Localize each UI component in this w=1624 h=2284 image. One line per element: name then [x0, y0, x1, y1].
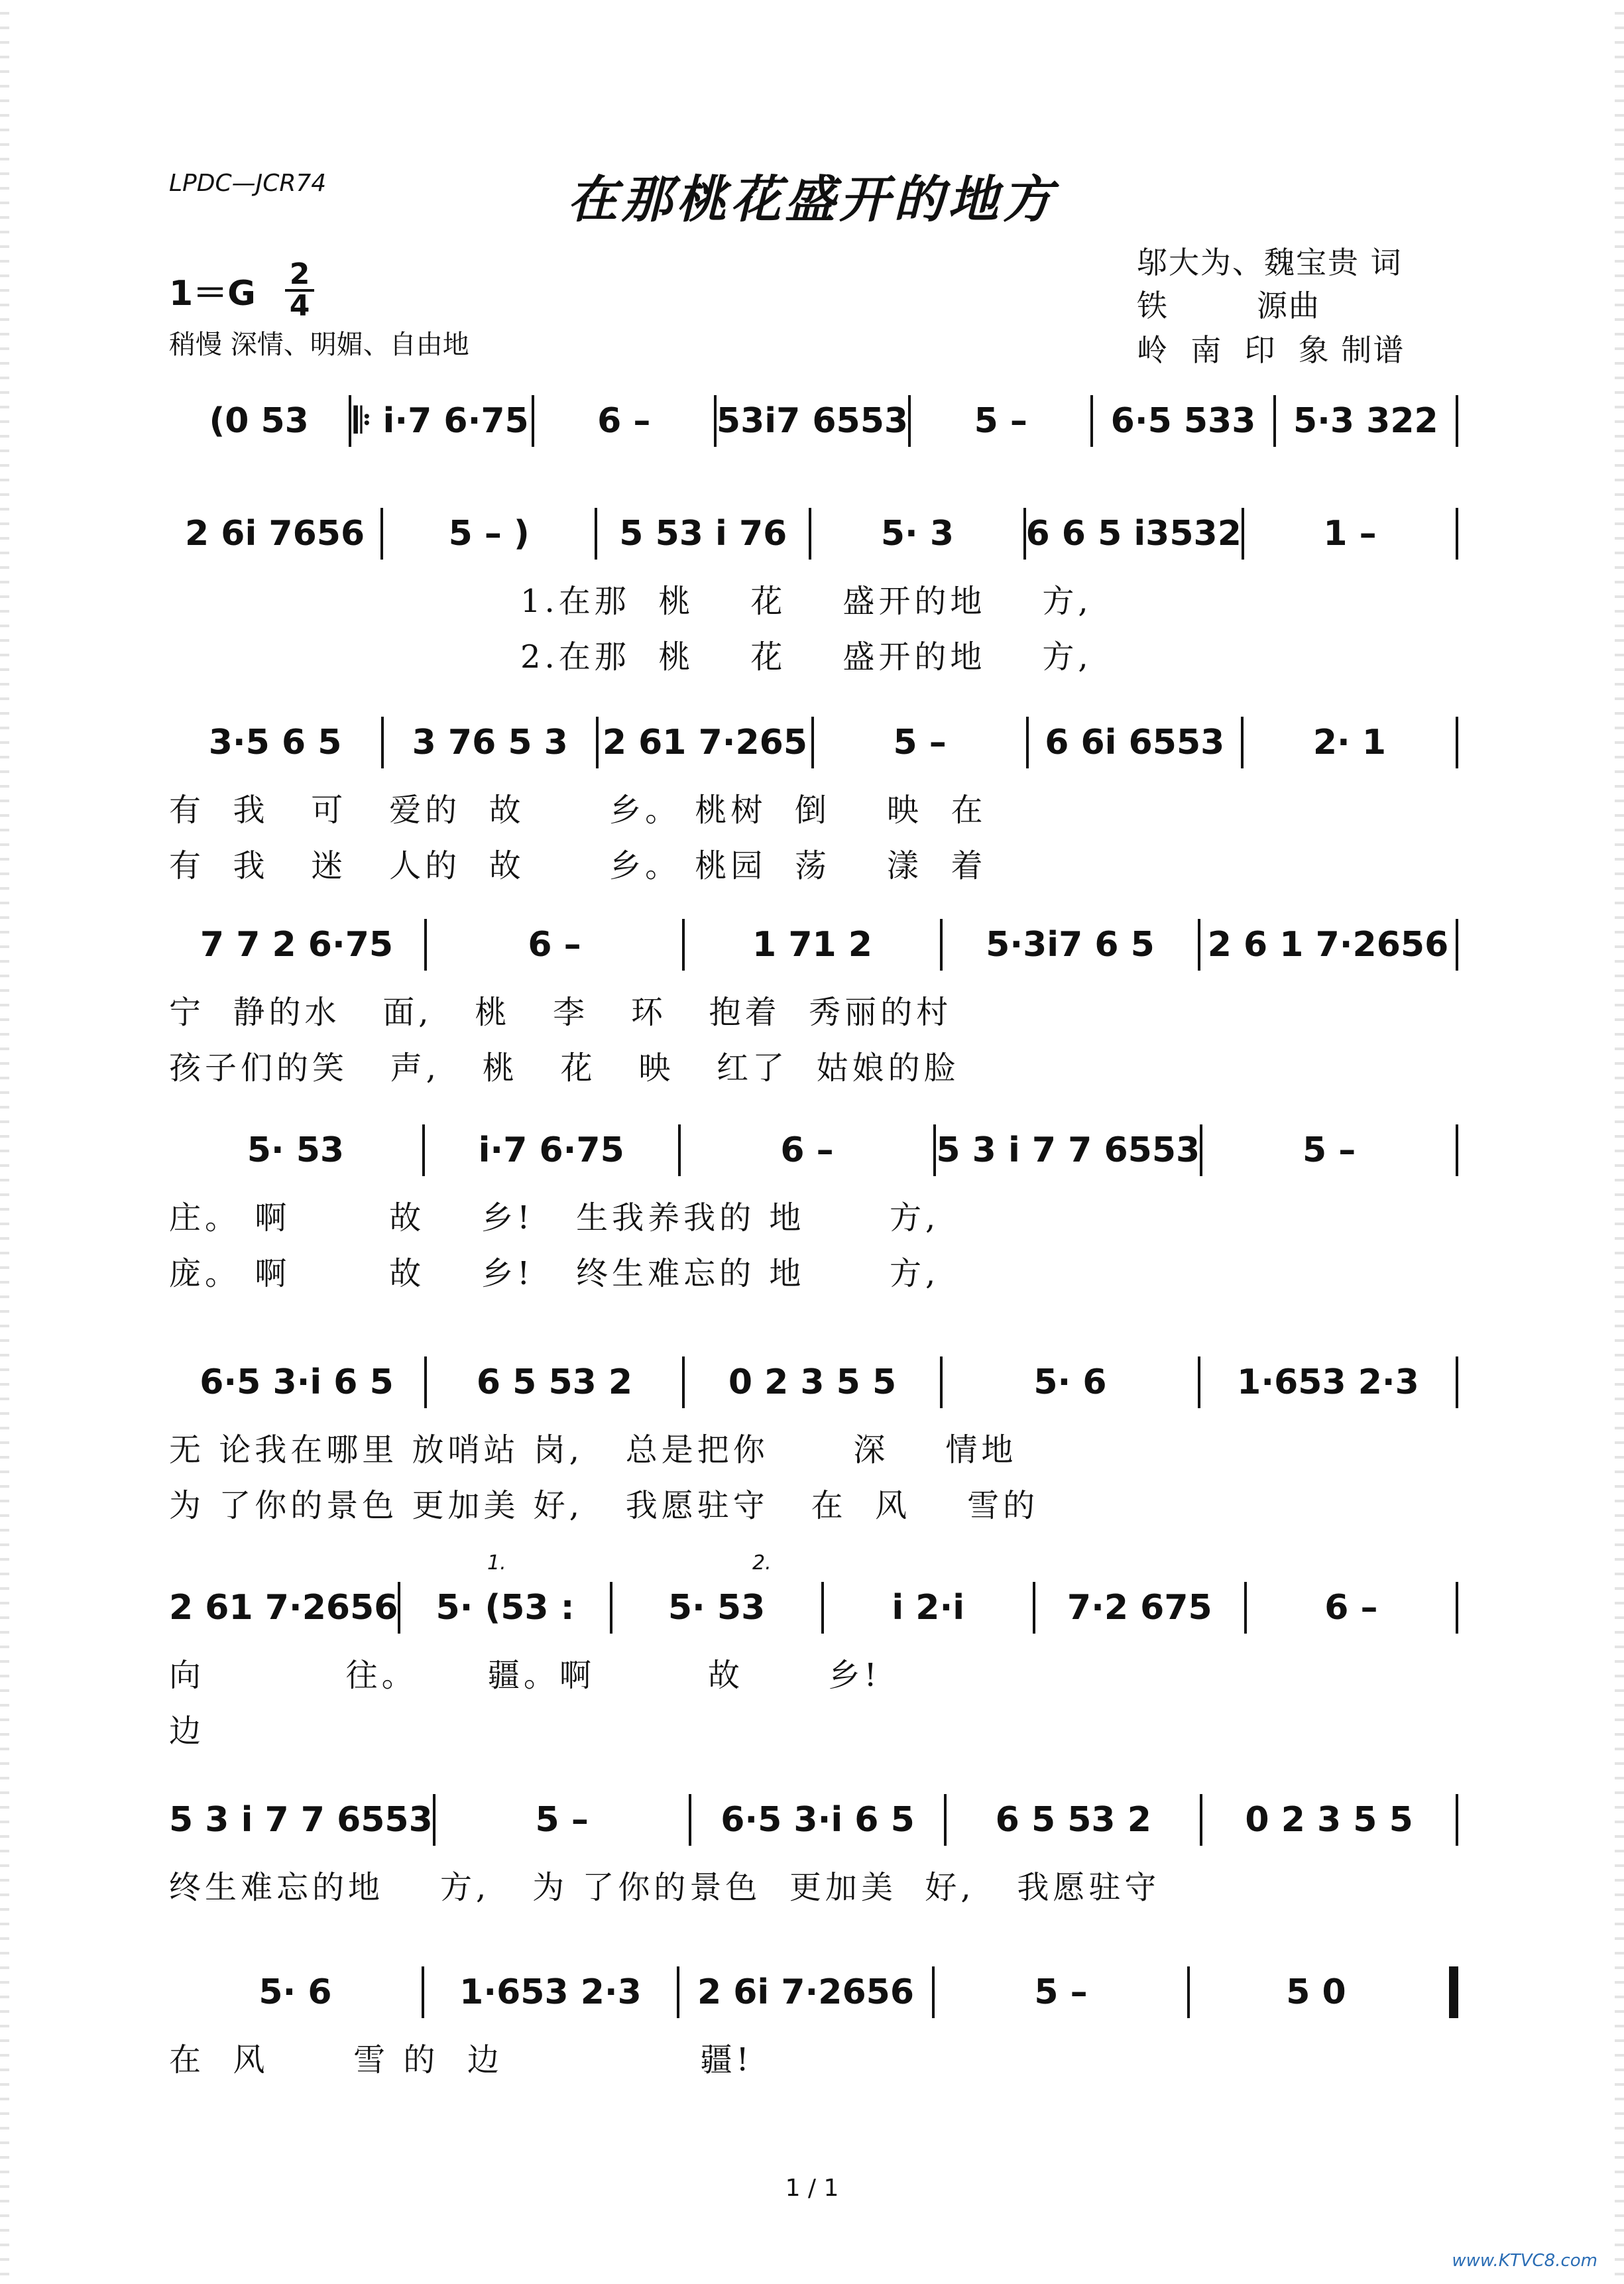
lyric-line: 2.在那 桃 花 盛开的地 方,: [520, 638, 1092, 676]
measure: [1035, 1571, 1244, 1644]
time-signature: [285, 257, 314, 323]
lyric-line: 1.在那 桃 花 盛开的地 方,: [520, 582, 1092, 620]
measure-notes: 6 –: [780, 1130, 834, 1170]
measure: [169, 1783, 433, 1856]
measure: [811, 497, 1023, 570]
measure: [911, 385, 1090, 457]
measure: [1244, 497, 1456, 570]
song-title: 在那桃花盛开的地方: [567, 170, 1057, 229]
measure: [534, 385, 714, 457]
right-margin-pattern: [1615, 0, 1624, 2284]
watermark: www.KTVC8.com: [1452, 2251, 1597, 2271]
measure-notes: 2 6i 7656: [185, 514, 365, 554]
measure: [425, 1114, 678, 1187]
lyric-line: 在 风 雪 的 边 疆!: [169, 2041, 753, 2078]
measure-notes: 5 –: [1302, 1130, 1356, 1170]
measure: [424, 1956, 677, 2029]
measure-notes: 5·3 322: [1293, 401, 1438, 441]
measure: [612, 1571, 821, 1644]
measure-notes: 1 –: [1323, 514, 1377, 554]
composer-credit: 铁 源曲: [1137, 288, 1320, 324]
notation-line: [169, 1571, 1458, 1644]
measure-notes: 6·5 3·i 6 5: [200, 1362, 394, 1402]
measure-notes: 5· 53: [247, 1130, 345, 1170]
lyric-line: 有 我 迷 人的 故 乡。 桃园 荡 漾 着: [169, 847, 987, 884]
measure-notes: 5 –: [535, 1800, 589, 1840]
measure: [691, 1783, 945, 1856]
measure: [1200, 1346, 1456, 1419]
measure: [1190, 1956, 1442, 2029]
measure-notes: 6 6i 6553: [1045, 723, 1225, 762]
measure-notes: 6 5 53 2: [476, 1362, 633, 1402]
measure: [1093, 385, 1273, 457]
measure-notes: (0 53: [209, 401, 309, 441]
measure: [943, 1346, 1198, 1419]
measure-notes: 𝄆 i·7 6·75: [354, 400, 529, 441]
measure-notes: 6 6 5 i3532: [1025, 514, 1242, 554]
time-numerator: 2: [285, 260, 314, 292]
tempo-marking: 稍慢 深情、明媚、自由地: [169, 330, 469, 360]
notation-line: [169, 497, 1458, 570]
measure: [1200, 908, 1456, 981]
measure: [169, 1956, 422, 2029]
notation-line: [169, 1956, 1458, 2029]
measure: [169, 706, 381, 779]
measure-notes: 0 2 3 5 5: [1245, 1800, 1413, 1840]
measure-notes: 1 71 2: [752, 925, 872, 965]
lyricist-credit: 邬大为、魏宝贵 词: [1137, 245, 1403, 280]
barline: [1456, 1794, 1458, 1846]
lyric-line: 宁 静的水 面, 桃 李 环 抱着 秀丽的村: [169, 993, 953, 1031]
measure-notes: 5 0: [1286, 1972, 1346, 2012]
measure: [435, 1783, 689, 1856]
measure-notes: 5 –: [1034, 1972, 1088, 2012]
measure: [427, 1346, 682, 1419]
measure-notes: 0 2 3 5 5: [728, 1362, 897, 1402]
measure: [935, 1956, 1187, 2029]
measure-notes: 2 61 7·265: [602, 723, 808, 762]
lyric-line: 边: [169, 1712, 205, 1750]
measure-notes: 2 6 1 7·2656: [1207, 925, 1449, 965]
measure: [1202, 1114, 1456, 1187]
score-system: [169, 1114, 1458, 1298]
measure: [169, 385, 349, 457]
notation-line: [169, 385, 1458, 457]
measure-notes: 6 –: [528, 925, 581, 965]
measure-notes: 5· 6: [1033, 1362, 1107, 1402]
measure: [169, 1114, 422, 1187]
measure: [1026, 497, 1242, 570]
lyric-line: 终生难忘的地 方, 为 了你的景色 更加美 好, 我愿驻守: [169, 1868, 1161, 1906]
measure-notes: 6 –: [1324, 1588, 1378, 1628]
measure: [400, 1571, 609, 1644]
measure-notes: 7·2 675: [1067, 1588, 1212, 1628]
first-ending-mark: 1.: [487, 1551, 506, 1575]
measure: [599, 706, 811, 779]
measure: [1029, 706, 1241, 779]
time-denominator: 4: [289, 289, 310, 323]
measure-notes: 5 53 i 76: [619, 514, 787, 554]
lyric-line: 孩子们的笑 声, 桃 花 映 红了 姑娘的脸: [169, 1049, 960, 1087]
measure-notes: 5· 53: [667, 1588, 766, 1628]
measure-notes: 1·653 2·3: [1237, 1362, 1419, 1402]
score-system: [169, 497, 1458, 682]
measure-notes: 5 –: [974, 401, 1027, 441]
measure: [427, 908, 682, 981]
measure-notes: 5 –: [893, 723, 947, 762]
measure-notes: 5 – ): [448, 514, 530, 554]
second-ending-mark: 2.: [752, 1551, 772, 1575]
measure: [351, 385, 531, 457]
left-margin-pattern: [0, 0, 9, 2284]
measure-notes: 2 6i 7·2656: [697, 1972, 915, 2012]
measure: [169, 1346, 424, 1419]
barline: [1456, 717, 1458, 768]
measure: [169, 1571, 398, 1644]
measure: [169, 497, 380, 570]
measure-notes: 5· 3: [880, 514, 955, 554]
measure: [717, 385, 908, 457]
notation-line: [169, 1114, 1458, 1187]
measure-notes: 5 3 i 7 7 6553: [169, 1800, 433, 1840]
measure: [947, 1783, 1200, 1856]
lyric-line: 庄。 啊 故 乡! 生我养我的 地 方,: [169, 1199, 940, 1236]
barline: [1456, 395, 1458, 447]
measure: [1276, 385, 1456, 457]
measure-notes: 6·5 533: [1110, 401, 1256, 441]
page-number: 1 / 1: [785, 2175, 839, 2202]
measure: [383, 497, 595, 570]
measure: [681, 1114, 934, 1187]
measure: [814, 706, 1026, 779]
score-code: LPDC—JCR74: [169, 170, 327, 197]
measure-notes: i 2·i: [892, 1588, 965, 1628]
score-system: [169, 908, 1458, 1093]
barline: [1456, 919, 1458, 971]
measure: [384, 706, 596, 779]
measure-notes: 6·5 3·i 6 5: [721, 1800, 915, 1840]
measure-notes: 3 76 5 3: [412, 723, 568, 762]
lyric-line: 为 了你的景色 更加美 好, 我愿驻守 在 风 雪的: [169, 1486, 1039, 1524]
measure-notes: i·7 6·75: [478, 1130, 624, 1170]
measure-notes: 2 61 7·2656: [169, 1588, 398, 1628]
measure-notes: 6 5 53 2: [995, 1800, 1151, 1840]
barline: [1456, 508, 1458, 560]
barline: [1449, 1966, 1458, 2018]
notation-line: [169, 1346, 1458, 1419]
notation-line: [169, 1783, 1458, 1856]
measure: [1202, 1783, 1456, 1856]
measure: [679, 1956, 932, 2029]
score-system: [169, 1346, 1458, 1530]
measure-notes: 53i7 6553: [716, 401, 909, 441]
key-signature: 1＝G: [169, 274, 256, 314]
measure-notes: 5 3 i 7 7 6553: [936, 1130, 1200, 1170]
notation-line: [169, 706, 1458, 779]
lyric-line: 有 我 可 爱的 故 乡。 桃树 倒 映 在: [169, 791, 987, 829]
measure: [597, 497, 809, 570]
measure: [685, 908, 940, 981]
measure-notes: 7 7 2 6·75: [200, 925, 394, 965]
measure: [1244, 706, 1456, 779]
measure: [169, 908, 424, 981]
measure-notes: 5· (53 :: [435, 1588, 575, 1628]
measure: [1247, 1571, 1456, 1644]
score-system: [169, 1551, 1458, 1756]
measure-notes: 6 –: [597, 401, 651, 441]
lyric-line: 无 论我在哪里 放哨站 岗, 总是把你 深 情地: [169, 1431, 1017, 1469]
measure-notes: 5· 6: [259, 1972, 332, 2012]
barline: [1456, 1356, 1458, 1408]
measure-notes: 3·5 6 5: [208, 723, 342, 762]
measure-notes: 5·3i7 6 5: [986, 925, 1155, 965]
measure-notes: 1·653 2·3: [459, 1972, 642, 2012]
notation-line: [169, 908, 1458, 981]
score-system: [169, 1956, 1458, 2084]
lyric-line: 向 往。 疆。啊 故 乡!: [169, 1656, 881, 1694]
score-system: [169, 1783, 1458, 1912]
measure: [943, 908, 1198, 981]
score-system: [169, 385, 1458, 457]
measure-notes: 2· 1: [1312, 723, 1387, 762]
measure: [685, 1346, 940, 1419]
score-system: [169, 706, 1458, 890]
engraver-credit: 岭 南 印 象 制谱: [1137, 332, 1405, 368]
measure: [936, 1114, 1200, 1187]
lyric-line: 庞。 啊 故 乡! 终生难忘的 地 方,: [169, 1254, 940, 1292]
barline: [1456, 1124, 1458, 1176]
barline: [1456, 1582, 1458, 1634]
measure: [824, 1571, 1033, 1644]
